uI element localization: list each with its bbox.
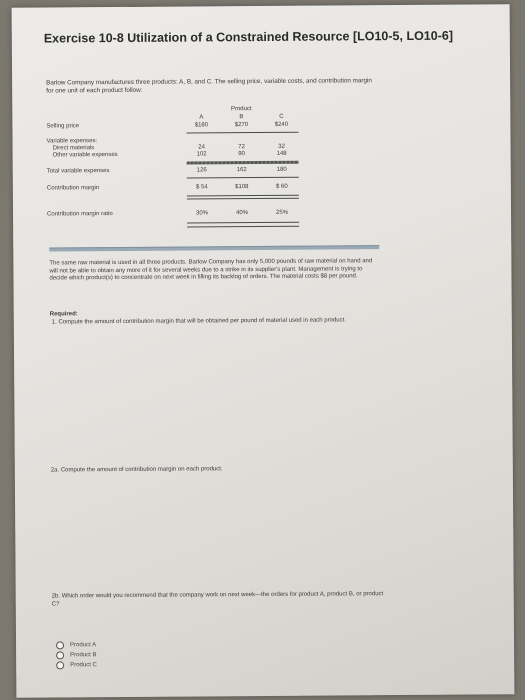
cm-ratio-b: 40% xyxy=(236,210,249,217)
question-2b: 2b. Which order would you recommend that the company work on next week—the orders for product A, product B, or product C? xyxy=(51,591,384,608)
product-header: Product xyxy=(230,106,252,113)
option-label: Product B xyxy=(70,652,97,659)
option-product-b[interactable] xyxy=(56,650,97,660)
document-page xyxy=(12,4,515,697)
divider-line xyxy=(187,195,299,197)
cm-ratio-a: 30% xyxy=(196,210,209,217)
option-label: Product C xyxy=(70,662,97,669)
total-variable-label: Total variable expenses xyxy=(46,168,110,175)
other-variable-c: 148 xyxy=(276,150,287,157)
direct-materials-b: 72 xyxy=(238,144,245,151)
divider-line xyxy=(187,177,299,179)
col-header-c: C xyxy=(279,113,284,120)
variable-expenses-label: Variable expenses: xyxy=(46,138,98,145)
radio-button[interactable] xyxy=(56,641,64,649)
total-variable-c: 180 xyxy=(276,166,287,173)
divider-line xyxy=(187,222,299,224)
divider-line xyxy=(186,132,298,134)
exercise-title: Exercise 10-8 Utilization of a Constrained Resource [LO10-5, LO10-6] xyxy=(43,28,454,46)
direct-materials-label: Direct materials xyxy=(52,145,95,152)
divider-line xyxy=(187,198,299,200)
question-2a: 2a. Compute the amount of contribution margin on each product. xyxy=(50,466,223,474)
col-header-a: A xyxy=(199,114,204,121)
required-heading: Required: xyxy=(49,311,78,318)
radio-button[interactable] xyxy=(56,661,64,669)
option-product-a[interactable] xyxy=(56,640,97,650)
cm-ratio-label: Contribution margin ratio xyxy=(47,211,113,218)
selling-price-label: Selling price xyxy=(46,123,80,130)
product-table xyxy=(46,106,287,248)
direct-materials-c: 32 xyxy=(278,143,285,150)
contribution-margin-label: Contribution margin xyxy=(46,185,100,192)
total-variable-b: 162 xyxy=(236,167,247,174)
other-variable-label: Other variable expenses xyxy=(52,152,118,159)
col-header-b: B xyxy=(239,114,244,121)
intro-text: Barlow Company manufactures three products: A, B, and C. The selling price, variable costs, and contribution margin for one unit of each product follow: xyxy=(46,77,372,95)
question-1: 1. Compute the amount of contribution margin that will be obtained per pound of material used in each product. xyxy=(51,317,346,326)
option-label: Product A xyxy=(70,642,97,649)
other-variable-b: 90 xyxy=(238,151,245,158)
contribution-margin-b: $108 xyxy=(235,184,249,191)
selling-price-c: $240 xyxy=(274,121,289,128)
contribution-margin-c: $ 60 xyxy=(275,183,288,190)
selling-price-b: $270 xyxy=(234,122,249,129)
radio-button[interactable] xyxy=(56,651,64,659)
divider-line xyxy=(187,226,299,228)
selling-price-a: $180 xyxy=(194,122,209,129)
direct-materials-a: 24 xyxy=(198,144,205,151)
total-variable-a: 126 xyxy=(196,167,207,174)
other-variable-a: 102 xyxy=(196,151,207,158)
answer-options xyxy=(56,640,97,670)
contribution-margin-a: $ 54 xyxy=(195,184,208,191)
required-section xyxy=(50,309,390,327)
problem-paragraph: The same raw material is used in all three products. Barlow Company has only 5,000 pounds of raw material on hand and will not be able to obtain any more of it for several weeks due to a strike in its supplier's plant. Management is trying to decide which product(s) to concentrate on next week in filling its backlog of orders. The material costs $8 per pound. xyxy=(49,258,373,282)
option-product-c[interactable] xyxy=(56,660,97,670)
divider-line xyxy=(187,161,299,165)
cm-ratio-c: 25% xyxy=(275,209,289,216)
